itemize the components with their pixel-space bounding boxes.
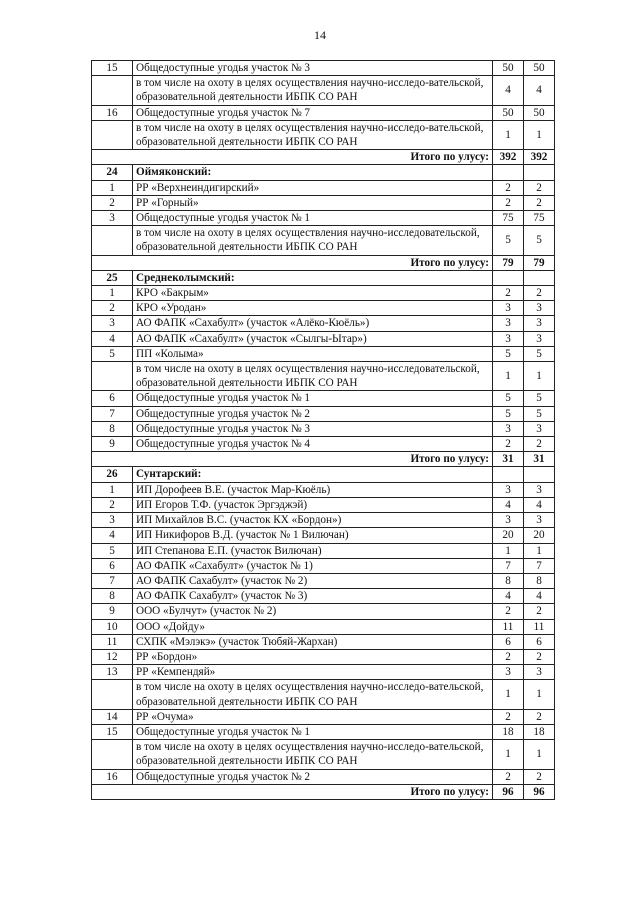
item-name: Общедоступные угодья участок № 4 (133, 437, 493, 452)
total-value-b: 392 (524, 150, 555, 165)
value-b: 3 (524, 421, 555, 436)
value-a: 5 (493, 346, 524, 361)
value-a: 3 (493, 513, 524, 528)
value-a: 7 (493, 558, 524, 573)
value-b: 1 (524, 362, 555, 391)
table-row (92, 497, 555, 512)
row-number (92, 740, 133, 769)
value-a: 20 (493, 528, 524, 543)
value-b: 3 (524, 482, 555, 497)
total-label: Итого по улусу: (92, 784, 493, 799)
row-number: 14 (92, 709, 133, 724)
table-row (92, 437, 555, 452)
row-number: 11 (92, 634, 133, 649)
sub-item-name: в том числе на охоту в целях осуществления научно-исследо-вательской, образовательной деятельности ИБПК СО РАН (133, 76, 493, 105)
value-b: 1 (524, 120, 555, 149)
table-row (92, 543, 555, 558)
value-a: 3 (493, 301, 524, 316)
table-row (92, 619, 555, 634)
table-row (92, 528, 555, 543)
row-number: 13 (92, 665, 133, 680)
region-name: Среднеколымский: (133, 270, 493, 285)
item-name: Общедоступные угодья участок № 1 (133, 724, 493, 739)
region-header-row (92, 165, 555, 180)
table-row (92, 634, 555, 649)
row-number (92, 76, 133, 105)
row-number: 2 (92, 497, 133, 512)
value-a: 1 (493, 740, 524, 769)
value-a: 5 (493, 406, 524, 421)
value-a: 2 (493, 709, 524, 724)
row-number: 16 (92, 769, 133, 784)
quota-table (91, 60, 555, 800)
value-b: 3 (524, 316, 555, 331)
row-number: 10 (92, 619, 133, 634)
empty-cell (493, 467, 524, 482)
row-number: 3 (92, 211, 133, 226)
row-number: 9 (92, 437, 133, 452)
total-value-b: 96 (524, 784, 555, 799)
value-b: 4 (524, 589, 555, 604)
row-number: 1 (92, 180, 133, 195)
value-b: 2 (524, 437, 555, 452)
table-row (92, 211, 555, 226)
value-a: 4 (493, 76, 524, 105)
table-row (92, 482, 555, 497)
value-b: 1 (524, 543, 555, 558)
item-name: Общедоступные угодья участок № 1 (133, 391, 493, 406)
value-b: 2 (524, 195, 555, 210)
value-a: 5 (493, 226, 524, 255)
total-value-a: 79 (493, 255, 524, 270)
item-name: ООО «Булчут» (участок № 2) (133, 604, 493, 619)
value-b: 2 (524, 286, 555, 301)
row-number: 4 (92, 528, 133, 543)
table-row (92, 346, 555, 361)
value-a: 1 (493, 120, 524, 149)
region-header-row (92, 467, 555, 482)
row-number (92, 362, 133, 391)
value-b: 4 (524, 497, 555, 512)
total-value-a: 31 (493, 452, 524, 467)
row-number: 4 (92, 331, 133, 346)
table-row (92, 769, 555, 784)
sub-item-name: в том числе на охоту в целях осуществления научно-исследо-вательской, образовательной деятельности ИБПК СО РАН (133, 740, 493, 769)
value-a: 50 (493, 105, 524, 120)
item-name: РР «Очума» (133, 709, 493, 724)
empty-cell (493, 165, 524, 180)
value-b: 75 (524, 211, 555, 226)
value-b: 1 (524, 680, 555, 709)
sub-item-name: в том числе на охоту в целях осуществления научно-исследовательской, образовательной деятельности ИБПК СО РАН (133, 226, 493, 255)
table-row (92, 316, 555, 331)
table-row (92, 331, 555, 346)
value-b: 5 (524, 406, 555, 421)
table-row (92, 513, 555, 528)
row-number: 16 (92, 105, 133, 120)
item-name: АО ФАПК «Сахабулт» (участок «Сылгы-Ытар») (133, 331, 493, 346)
empty-cell (524, 270, 555, 285)
item-name: ИП Никифоров В.Д. (участок № 1 Вилючан) (133, 528, 493, 543)
value-b: 4 (524, 76, 555, 105)
value-b: 3 (524, 301, 555, 316)
value-a: 3 (493, 421, 524, 436)
value-a: 1 (493, 543, 524, 558)
item-name: РР «Верхнеиндигирский» (133, 180, 493, 195)
value-b: 50 (524, 105, 555, 120)
value-b: 18 (524, 724, 555, 739)
value-b: 2 (524, 769, 555, 784)
region-header-row (92, 270, 555, 285)
total-value-a: 392 (493, 150, 524, 165)
value-b: 50 (524, 61, 555, 76)
sub-item-name: в том числе на охоту в целях осуществления научно-исследо-вательской, образовательной деятельности ИБПК СО РАН (133, 120, 493, 149)
row-number: 1 (92, 286, 133, 301)
value-b: 7 (524, 558, 555, 573)
value-a: 50 (493, 61, 524, 76)
value-a: 3 (493, 665, 524, 680)
value-a: 2 (493, 649, 524, 664)
table-row (92, 724, 555, 739)
value-b: 2 (524, 180, 555, 195)
item-name: Общедоступные угодья участок № 2 (133, 769, 493, 784)
value-a: 18 (493, 724, 524, 739)
value-a: 1 (493, 680, 524, 709)
item-name: Общедоступные угодья участок № 1 (133, 211, 493, 226)
item-name: ИП Михайлов В.С. (участок КХ «Бордон») (133, 513, 493, 528)
row-number: 8 (92, 589, 133, 604)
empty-cell (493, 270, 524, 285)
table-row (92, 61, 555, 76)
item-name: АО ФАПК «Сахабулт» (участок «Алёко-Кюёль») (133, 316, 493, 331)
value-a: 3 (493, 316, 524, 331)
region-name: Сунтарский: (133, 467, 493, 482)
total-label: Итого по улусу: (92, 452, 493, 467)
total-value-a: 96 (493, 784, 524, 799)
value-b: 5 (524, 391, 555, 406)
sub-row (92, 362, 555, 391)
total-value-b: 79 (524, 255, 555, 270)
value-b: 5 (524, 226, 555, 255)
total-label: Итого по улусу: (92, 255, 493, 270)
item-name: РР «Кемпендяй» (133, 665, 493, 680)
value-a: 4 (493, 497, 524, 512)
sub-row (92, 76, 555, 105)
region-number: 25 (92, 270, 133, 285)
row-number: 6 (92, 391, 133, 406)
item-name: РР «Горный» (133, 195, 493, 210)
value-b: 6 (524, 634, 555, 649)
table-row (92, 604, 555, 619)
value-a: 2 (493, 769, 524, 784)
row-number: 5 (92, 346, 133, 361)
total-row (92, 452, 555, 467)
total-row (92, 150, 555, 165)
total-label: Итого по улусу: (92, 150, 493, 165)
sub-item-name: в том числе на охоту в целях осуществления научно-исследо-вательской, образовательной деятельности ИБПК СО РАН (133, 680, 493, 709)
item-name: СХПК «Мэлэкэ» (участок Тюбяй-Жархан) (133, 634, 493, 649)
table-row (92, 421, 555, 436)
value-a: 1 (493, 362, 524, 391)
sub-row (92, 740, 555, 769)
sub-item-name: в том числе на охоту в целях осуществления научно-исследовательской, образовательной деятельности ИБПК СО РАН (133, 362, 493, 391)
value-b: 20 (524, 528, 555, 543)
value-a: 2 (493, 437, 524, 452)
item-name: Общедоступные угодья участок № 2 (133, 406, 493, 421)
sub-row (92, 680, 555, 709)
row-number: 15 (92, 61, 133, 76)
row-number: 12 (92, 649, 133, 664)
value-a: 11 (493, 619, 524, 634)
row-number: 3 (92, 316, 133, 331)
row-number: 2 (92, 195, 133, 210)
row-number: 7 (92, 573, 133, 588)
table-row (92, 665, 555, 680)
table-row (92, 195, 555, 210)
item-name: Общедоступные угодья участок № 3 (133, 61, 493, 76)
quota-table-body (92, 61, 555, 800)
row-number (92, 120, 133, 149)
value-b: 1 (524, 740, 555, 769)
table-row (92, 589, 555, 604)
item-name: ИП Егоров Т.Ф. (участок Эргэджэй) (133, 497, 493, 512)
empty-cell (524, 165, 555, 180)
item-name: Общедоступные угодья участок № 3 (133, 421, 493, 436)
sub-row (92, 226, 555, 255)
value-b: 2 (524, 649, 555, 664)
value-b: 3 (524, 513, 555, 528)
table-row (92, 180, 555, 195)
row-number: 7 (92, 406, 133, 421)
value-b: 2 (524, 604, 555, 619)
row-number: 2 (92, 301, 133, 316)
value-b: 3 (524, 331, 555, 346)
item-name: ИП Дорофеев В.Е. (участок Мар-Кюёль) (133, 482, 493, 497)
item-name: РР «Бордон» (133, 649, 493, 664)
item-name: АО ФАПК Сахабулт» (участок № 3) (133, 589, 493, 604)
empty-cell (524, 467, 555, 482)
table-row (92, 105, 555, 120)
item-name: КРО «Бакрым» (133, 286, 493, 301)
total-row (92, 784, 555, 799)
row-number: 9 (92, 604, 133, 619)
table-row (92, 391, 555, 406)
row-number: 8 (92, 421, 133, 436)
value-a: 2 (493, 286, 524, 301)
value-a: 2 (493, 604, 524, 619)
value-a: 5 (493, 391, 524, 406)
item-name: АО ФАПК «Сахабулт» (участок № 1) (133, 558, 493, 573)
region-number: 26 (92, 467, 133, 482)
row-number: 6 (92, 558, 133, 573)
value-a: 3 (493, 482, 524, 497)
table-row (92, 406, 555, 421)
value-b: 11 (524, 619, 555, 634)
region-name: Оймяконский: (133, 165, 493, 180)
total-value-b: 31 (524, 452, 555, 467)
page-number: 14 (314, 28, 326, 42)
value-b: 8 (524, 573, 555, 588)
row-number: 1 (92, 482, 133, 497)
sub-row (92, 120, 555, 149)
value-a: 75 (493, 211, 524, 226)
region-number: 24 (92, 165, 133, 180)
total-row (92, 255, 555, 270)
row-number (92, 226, 133, 255)
table-row (92, 286, 555, 301)
table-row (92, 709, 555, 724)
table-row (92, 301, 555, 316)
value-b: 5 (524, 346, 555, 361)
value-a: 6 (493, 634, 524, 649)
value-a: 3 (493, 331, 524, 346)
item-name: ИП Степанова Е.П. (участок Вилючан) (133, 543, 493, 558)
item-name: ПП «Колыма» (133, 346, 493, 361)
value-b: 2 (524, 709, 555, 724)
item-name: КРО «Уродан» (133, 301, 493, 316)
table-row (92, 649, 555, 664)
item-name: АО ФАПК Сахабулт» (участок № 2) (133, 573, 493, 588)
row-number: 3 (92, 513, 133, 528)
value-a: 2 (493, 180, 524, 195)
value-a: 4 (493, 589, 524, 604)
table-row (92, 558, 555, 573)
value-a: 8 (493, 573, 524, 588)
table-row (92, 573, 555, 588)
value-a: 2 (493, 195, 524, 210)
item-name: ООО «Дойду» (133, 619, 493, 634)
item-name: Общедоступные угодья участок № 7 (133, 105, 493, 120)
row-number (92, 680, 133, 709)
row-number: 5 (92, 543, 133, 558)
row-number: 15 (92, 724, 133, 739)
value-b: 3 (524, 665, 555, 680)
